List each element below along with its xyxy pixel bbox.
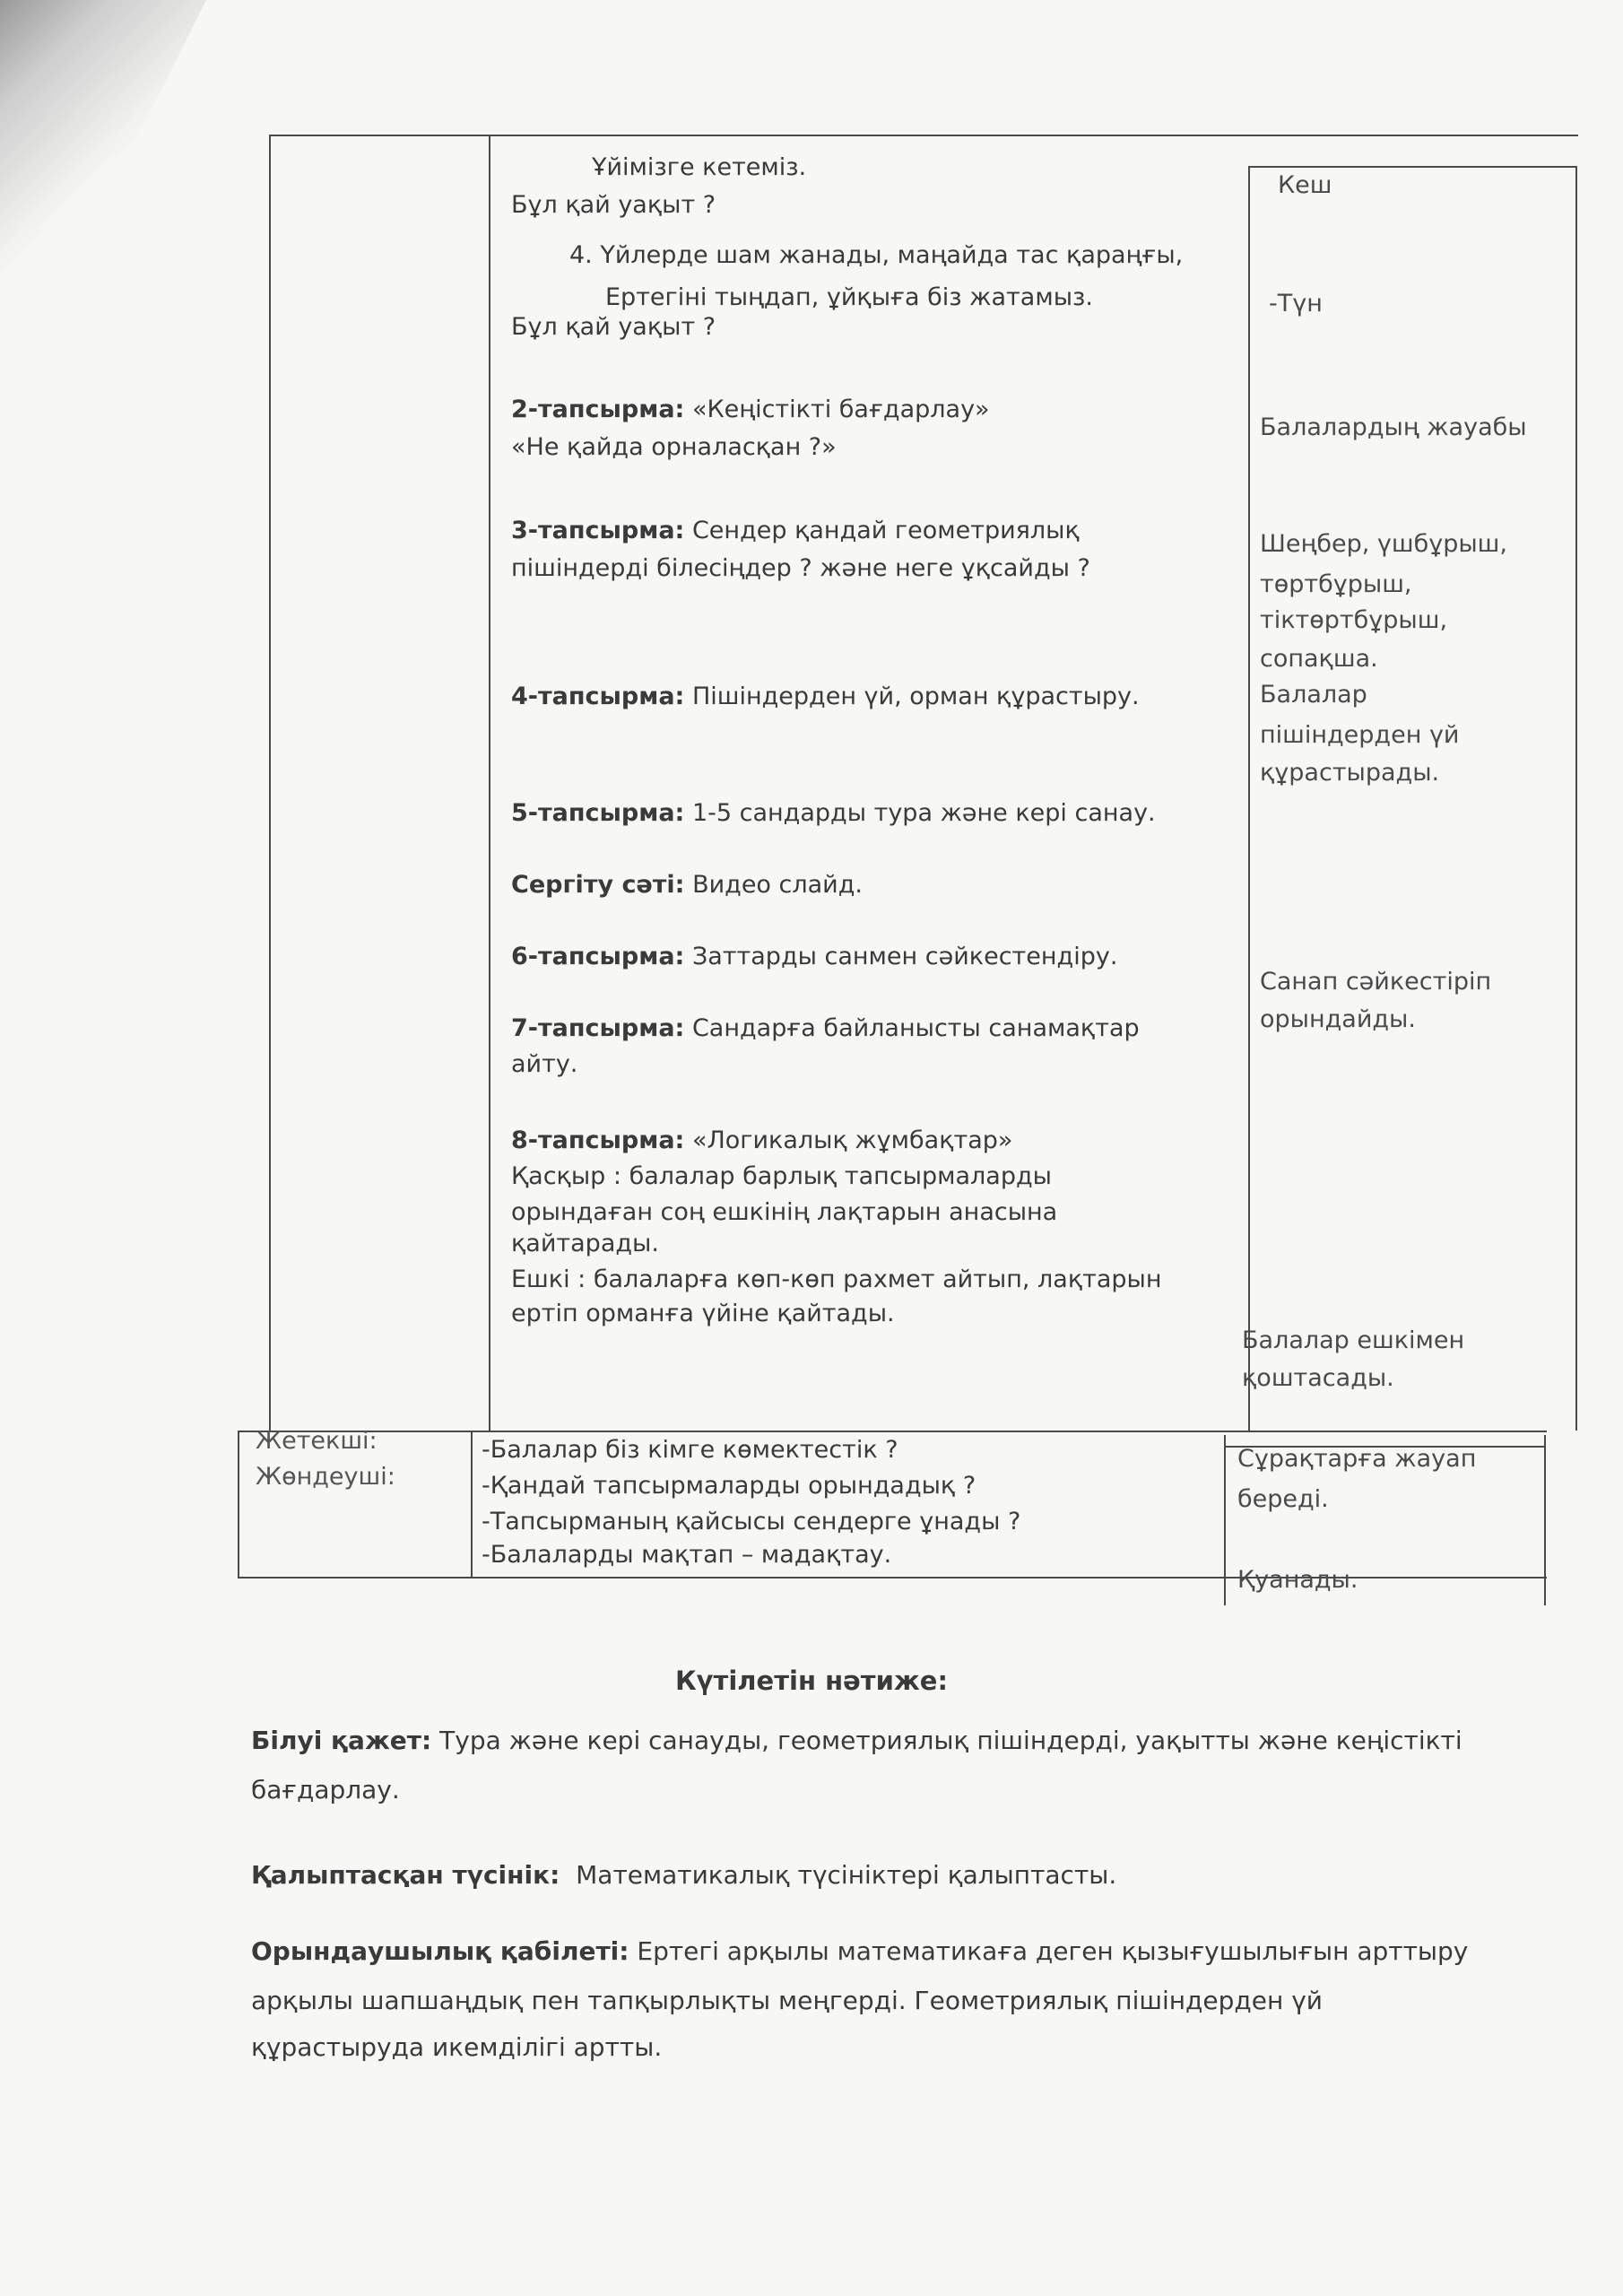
table-right-border <box>1575 166 1577 1431</box>
task-8-line: қайтарады. <box>511 1230 659 1257</box>
response-line: Балалардың жауабы <box>1260 413 1527 441</box>
col-divider-1 <box>269 135 271 1431</box>
task-7: 7-тапсырма: Сандарға байланысты санамақтар <box>511 1014 1140 1042</box>
task-2: 2-тапсырма: «Кеңістікті бағдарлау» <box>511 396 990 423</box>
response-line: Қуанады. <box>1237 1566 1358 1594</box>
response-line: -Түн <box>1269 290 1323 317</box>
result-concept: Қалыптасқан түсінік: Математикалық түсініктері қалыптасты. <box>251 1860 1117 1890</box>
col-divider-2 <box>489 135 490 1431</box>
activity-line: -Балаларды мақтап – мадақтау. <box>482 1541 892 1569</box>
refresh-moment: Сергіту сәті: Видео слайд. <box>511 871 863 899</box>
activity-line: -Тапсырманың қайсысы сендерге ұнады ? <box>482 1508 1021 1535</box>
row2-right-border <box>1544 1435 1546 1605</box>
task-3: 3-тапсырма: Сендер қандай геометриялық <box>511 517 1080 544</box>
task-8-line: Қасқыр : балалар барлық тапсырмаларды <box>511 1162 1052 1190</box>
result-knowledge: Білуі қажет: Тура және кері санауды, геометриялық пішіндерді, уақытты және кеңістікті <box>251 1726 1462 1755</box>
task-8-line: Ешкі : балаларға көп-көп рахмет айтып, лақтарын <box>511 1265 1162 1293</box>
activity-line: 4. Үйлерде шам жанады, маңайда тас қараңғы, <box>569 241 1184 269</box>
response-line: Санап сәйкестіріп <box>1260 968 1492 996</box>
task-2-line: «Не қайда орналасқан ?» <box>511 433 837 461</box>
response-cell-top <box>1248 166 1577 168</box>
col-divider-3 <box>1248 166 1250 1431</box>
task-5: 5-тапсырма: 1-5 сандарды тура және кері санау. <box>511 799 1156 827</box>
activity-line: Бұл қай уақыт ? <box>511 191 716 219</box>
result-skill-line: арқылы шапшаңдық пен тапқырлықты меңгерді. Геометриялық пішіндерден үй <box>251 1986 1323 2015</box>
page-corner-shadow <box>0 0 206 413</box>
table-top-border <box>269 135 1578 136</box>
response-line: тіктөртбұрыш, <box>1260 606 1448 634</box>
response-line: Шеңбер, үшбұрыш, <box>1260 530 1507 558</box>
stage-label: Жөндеуші: <box>256 1463 395 1491</box>
response-line: төртбұрыш, <box>1260 570 1412 598</box>
response-line: Кеш <box>1278 171 1332 199</box>
activity-line: Ертегіні тыңдап, ұйқыға біз жатамыз. <box>605 283 1093 311</box>
row2-col-divider-1 <box>471 1431 473 1578</box>
activity-line: -Балалар біз кімге көмектестік ? <box>482 1436 898 1464</box>
response-line: Балалар ешкімен <box>1242 1326 1465 1354</box>
response-line: Сұрақтарға жауап <box>1237 1445 1477 1473</box>
response-line: қоштасады. <box>1242 1364 1394 1392</box>
result-knowledge-line: бағдарлау. <box>251 1775 400 1805</box>
response-line: орындайды. <box>1260 1005 1416 1033</box>
task-8-line: орындаған соң ешкінің лақтарын анасына <box>511 1198 1058 1226</box>
activity-line: -Қандай тапсырмаларды орындадық ? <box>482 1472 976 1500</box>
task-7-line: айту. <box>511 1050 578 1078</box>
results-title: Күтілетін нәтиже: <box>674 1665 949 1696</box>
row2-col-divider-2 <box>1224 1435 1226 1605</box>
row2-left-border <box>238 1431 239 1578</box>
response-line: құрастырады. <box>1260 759 1440 787</box>
task-8-line: ертіп орманға үйіне қайтады. <box>511 1300 895 1327</box>
response-line: береді. <box>1237 1485 1329 1513</box>
task-4: 4-тапсырма: Пішіндерден үй, орман құрастыру. <box>511 683 1140 710</box>
result-skill: Орындаушылық қабілеті: Ертегі арқылы математикаға деген қызығушылығын арттыру <box>251 1936 1469 1966</box>
task-6: 6-тапсырма: Заттарды санмен сәйкестендіру. <box>511 943 1118 970</box>
stage-label: Жетекші: <box>256 1427 378 1455</box>
activity-line: Ұйімізге кетеміз. <box>592 153 807 181</box>
activity-line: Бұл қай уақыт ? <box>511 313 716 341</box>
result-skill-line: құрастыруда икемділігі артты. <box>251 2032 663 2062</box>
task-8: 8-тапсырма: «Логикалық жұмбақтар» <box>511 1126 1013 1154</box>
response-line: Балалар <box>1260 681 1367 709</box>
row-divider <box>238 1431 1547 1432</box>
response-line: сопақша. <box>1260 645 1378 673</box>
task-3-line: пішіндерді білесіңдер ? және неге ұқсайды ? <box>511 554 1090 582</box>
response-line: пішіндерден үй <box>1260 721 1460 749</box>
